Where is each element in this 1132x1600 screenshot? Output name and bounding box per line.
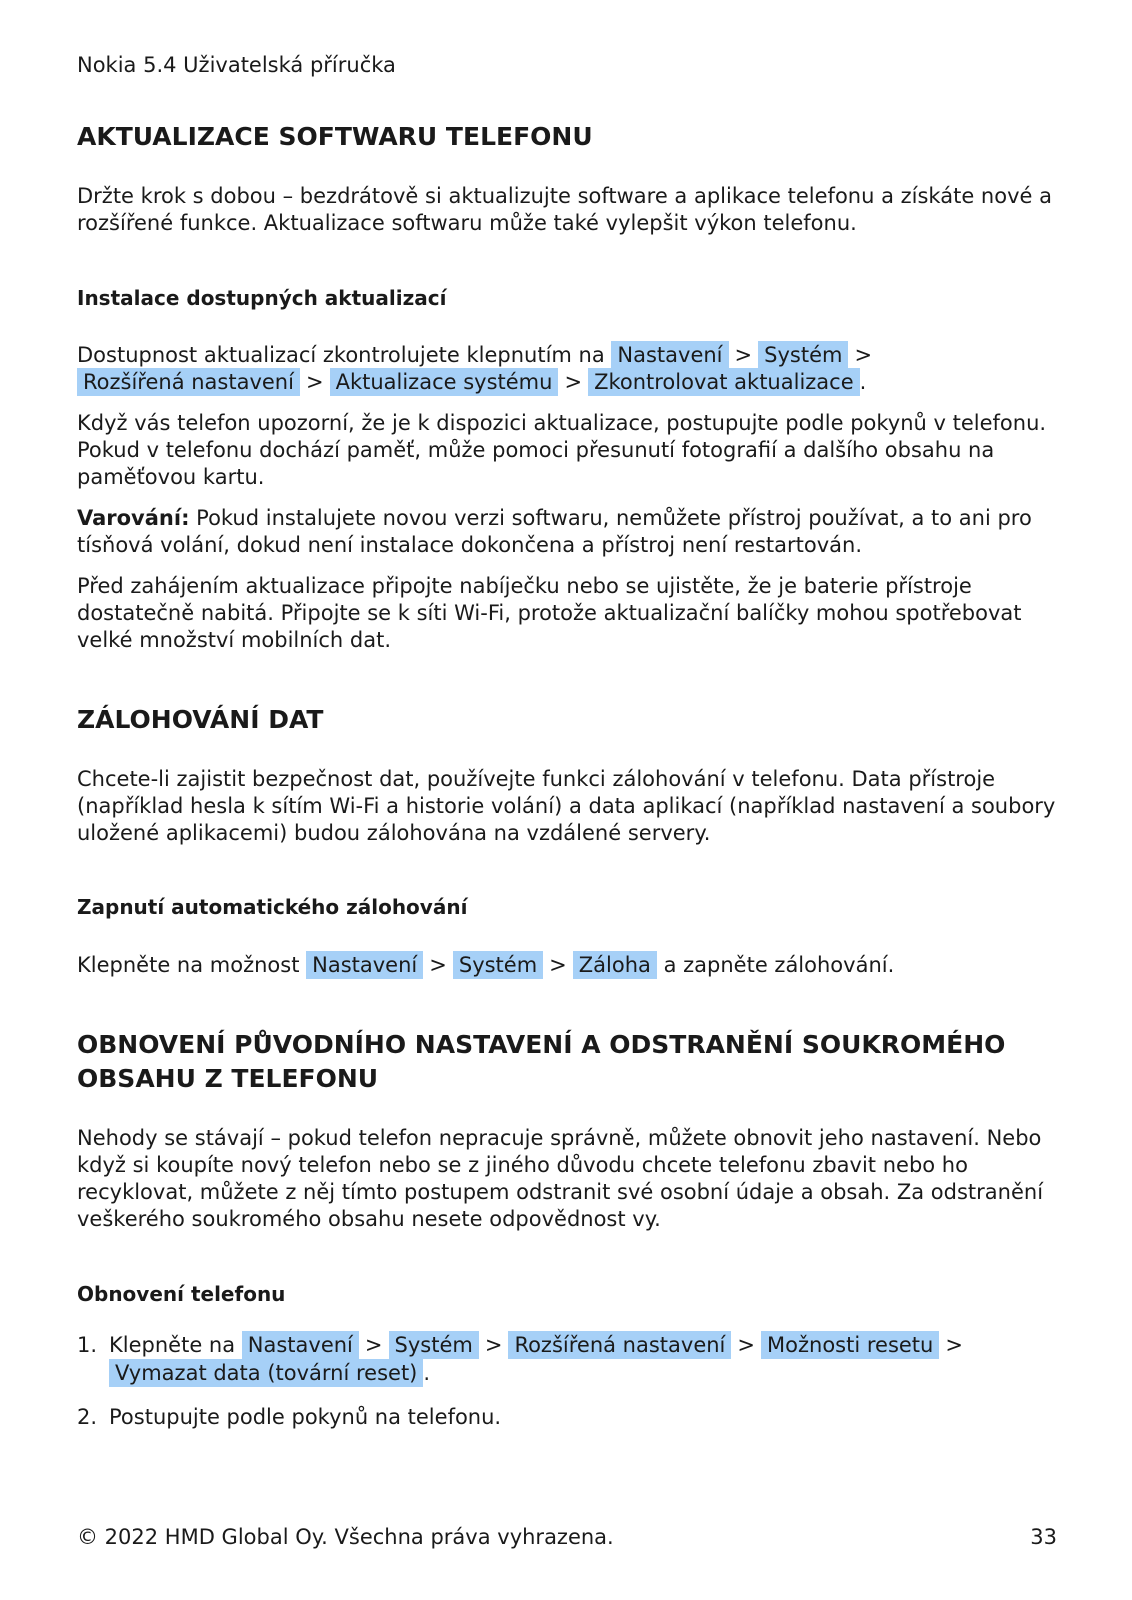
path-separator: > bbox=[484, 1333, 503, 1357]
section-title-factory-reset: OBNOVENÍ PŮVODNÍHO NASTAVENÍ A ODSTRANĚNÍ SOUKROMÉHO OBSAHU Z TELEFONU bbox=[77, 1030, 1006, 1093]
step-text: Klepněte na bbox=[109, 1333, 236, 1357]
path-separator: > bbox=[564, 370, 583, 394]
update-notification-text: Když vás telefon upozorní, že je k dispozici aktualizace, postupujte podle pokynů v telefonu. Pokud v telefonu dochází paměť, může pomoci přesunutí fotografií a dalšího obsahu na paměťovou kartu. bbox=[77, 411, 1047, 489]
section-title-backup: ZÁLOHOVÁNÍ DAT bbox=[77, 705, 324, 734]
path-separator: > bbox=[305, 370, 324, 394]
reset-steps-list bbox=[77, 1331, 1057, 1447]
path-advanced-settings: Rozšířená nastavení bbox=[508, 1331, 731, 1359]
step-number: 1. bbox=[77, 1333, 98, 1357]
path-settings: Nastavení bbox=[306, 951, 423, 979]
subheading-reset-phone: Obnovení telefonu bbox=[77, 1282, 286, 1306]
path-settings: Nastavení bbox=[242, 1331, 359, 1359]
path-intro-text: Dostupnost aktualizací zkontrolujete klepnutím na bbox=[77, 343, 605, 367]
path-backup: Záloha bbox=[573, 951, 657, 979]
install-updates-path bbox=[77, 342, 1057, 396]
path-separator: > bbox=[854, 343, 873, 367]
path-separator: > bbox=[429, 953, 447, 977]
charging-advice-text: Před zahájením aktualizace připojte nabíječku nebo se ujistěte, že je baterie přístroje dostatečně nabitá. Připojte se k síti Wi-Fi, protože aktualizační balíčky mohou spotřebovat velké množství mobilních dat. bbox=[77, 574, 1022, 652]
path-system: Systém bbox=[389, 1331, 479, 1359]
path-reset-options: Možnosti resetu bbox=[761, 1331, 939, 1359]
warning-paragraph bbox=[77, 505, 1057, 559]
list-item bbox=[77, 1331, 1057, 1387]
running-header: Nokia 5.4 Uživatelská příručka bbox=[77, 53, 396, 77]
warning-text: Pokud instalujete novou verzi softwaru, nemůžete přístroj používat, a to ani pro tísňová volání, dokud není instalace dokončena a přístroj není restartován. bbox=[77, 506, 1032, 557]
path-check-updates: Zkontrolovat aktualizace bbox=[588, 368, 860, 396]
path-separator: > bbox=[945, 1333, 963, 1357]
path-system-update: Aktualizace systému bbox=[330, 368, 559, 396]
path-settings: Nastavení bbox=[611, 341, 728, 369]
backup-intro: Chcete-li zajistit bezpečnost dat, používejte funkci zálohování v telefonu. Data přístroje (například hesla k sítím Wi-Fi a historie volání) a data aplikací (například nastavení a soubory uložené aplikacemi) budou zálohována na vzdálené servery. bbox=[77, 767, 1056, 845]
path-end-punct: . bbox=[423, 1361, 431, 1385]
path-separator: > bbox=[737, 1333, 756, 1357]
path-end-punct: . bbox=[859, 370, 867, 394]
step-text: Postupujte podle pokynů na telefonu. bbox=[109, 1405, 502, 1429]
warning-label: Varování: bbox=[77, 506, 190, 530]
section-title-software-update: AKTUALIZACE SOFTWARU TELEFONU bbox=[77, 122, 593, 151]
step-number: 2. bbox=[77, 1405, 98, 1429]
path-advanced-settings: Rozšířená nastavení bbox=[77, 368, 300, 396]
subheading-auto-backup: Zapnutí automatického zálohování bbox=[77, 895, 468, 919]
path-intro-text: Klepněte na možnost bbox=[77, 953, 300, 977]
path-erase-data: Vymazat data (tovární reset) bbox=[109, 1359, 423, 1387]
path-separator: > bbox=[549, 953, 567, 977]
path-separator: > bbox=[734, 343, 753, 367]
factory-reset-intro: Nehody se stávají – pokud telefon nepracuje správně, můžete obnovit jeho nastavení. Nebo když si koupíte nový telefon nebo se z jiného důvodu chcete telefonu zbavit nebo ho recyklovat, můžete z něj tímto postupem odstranit své osobní údaje a obsah. Za odstranění veškerého soukromého obsahu nesete odpovědnost vy. bbox=[77, 1126, 1044, 1231]
page-number: 33 bbox=[1030, 1525, 1057, 1549]
software-update-intro: Držte krok s dobou – bezdrátově si aktualizujte software a aplikace telefonu a získáte nové a rozšířené funkce. Aktualizace softwaru může také vylepšit výkon telefonu. bbox=[77, 184, 1052, 235]
path-outro-text: a zapněte zálohování. bbox=[663, 953, 895, 977]
auto-backup-path bbox=[77, 952, 1057, 979]
path-separator: > bbox=[364, 1333, 383, 1357]
list-item bbox=[77, 1403, 1057, 1431]
path-system: Systém bbox=[453, 951, 543, 979]
subheading-install-updates: Instalace dostupných aktualizací bbox=[77, 286, 447, 310]
copyright-footer: © 2022 HMD Global Oy. Všechna práva vyhrazena. bbox=[77, 1525, 614, 1549]
path-system: Systém bbox=[758, 341, 848, 369]
